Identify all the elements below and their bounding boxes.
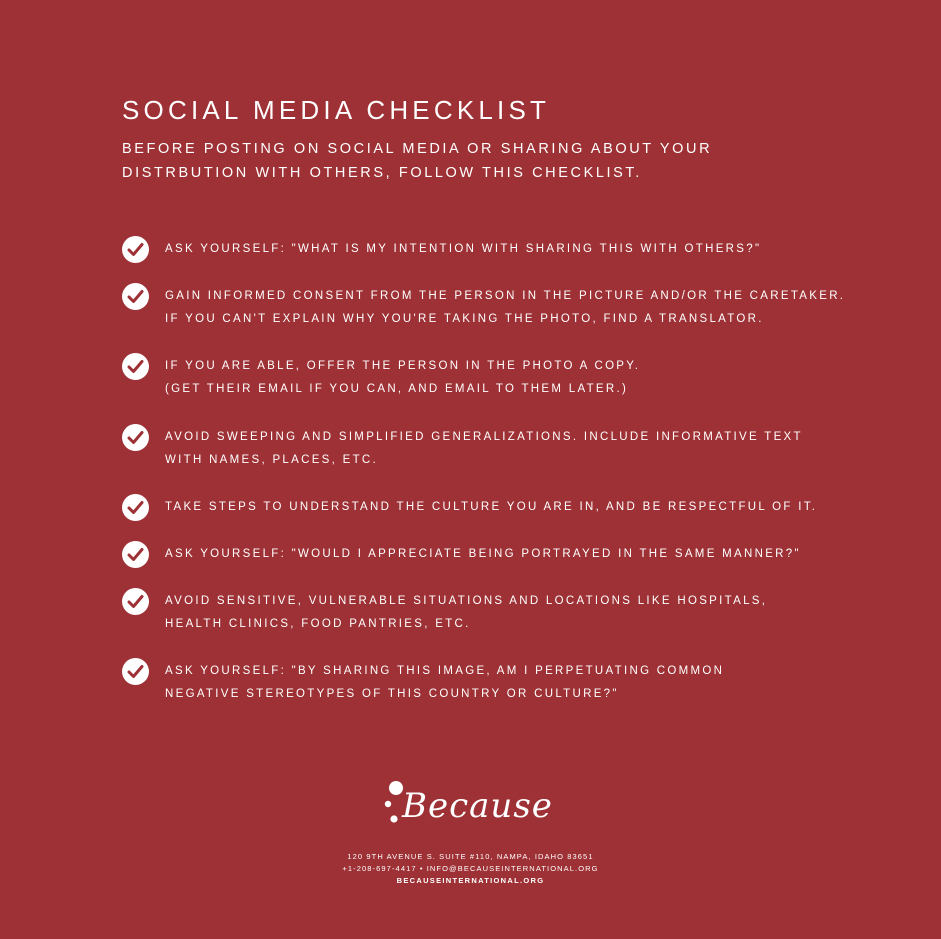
checklist-item-text [165, 243, 761, 261]
checklist-item-line: (GET THEIR EMAIL IF YOU CAN, AND EMAIL TO THEM LATER.) [165, 383, 629, 395]
intro-line: BEFORE POSTING ON SOCIAL MEDIA OR SHARING ABOUT YOUR [122, 141, 713, 157]
checkmark-circle-icon [122, 424, 149, 451]
checklist-item-text [165, 290, 845, 331]
checkmark-circle-icon [122, 658, 149, 685]
checklist-item-text [165, 548, 801, 566]
checkmark-circle-icon [122, 283, 149, 310]
checkmark-circle-icon [122, 588, 149, 615]
checkmark-circle-icon [122, 494, 149, 521]
checklist-item-line: NEGATIVE STEREOTYPES OF THIS COUNTRY OR CULTURE?" [165, 688, 619, 700]
page-title: SOCIAL MEDIA CHECKLIST [122, 95, 551, 125]
checklist-item-line: ASK YOURSELF: "WHAT IS MY INTENTION WITH SHARING THIS WITH OTHERS?" [165, 243, 762, 255]
intro-text [122, 137, 712, 185]
logo-wordmark: Because [402, 786, 553, 826]
checkmark-circle-icon [122, 236, 149, 263]
checklist-item-text [165, 501, 817, 519]
checklist-item-text [165, 431, 803, 472]
checklist-item-line: ASK YOURSELF: "BY SHARING THIS IMAGE, AM I PERPETUATING COMMON [165, 665, 725, 677]
checklist-item-line: GAIN INFORMED CONSENT FROM THE PERSON IN THE PICTURE AND/OR THE CARETAKER. [165, 290, 846, 302]
checklist-item-line: AVOID SENSITIVE, VULNERABLE SITUATIONS AND LOCATIONS LIKE HOSPITALS, [165, 595, 768, 607]
checklist-item-line: IF YOU CAN'T EXPLAIN WHY YOU'RE TAKING THE PHOTO, FIND A TRANSLATOR. [165, 313, 764, 325]
checkmark-circle-icon [122, 541, 149, 568]
checklist-item-line: IF YOU ARE ABLE, OFFER THE PERSON IN THE PHOTO A COPY. [165, 360, 641, 372]
checkmark-circle-icon [122, 353, 149, 380]
intro-line: DISTRBUTION WITH OTHERS, FOLLOW THIS CHECKLIST. [122, 165, 642, 181]
footer-address: 120 9TH AVENUE S. SUITE #110, NAMPA, IDAHO 83651 [347, 852, 594, 861]
checklist-item-line: ASK YOURSELF: "WOULD I APPRECIATE BEING PORTRAYED IN THE SAME MANNER?" [165, 548, 801, 560]
checklist-item-line: WITH NAMES, PLACES, ETC. [165, 454, 379, 466]
footer-contact [0, 851, 941, 887]
checklist-item-line: HEALTH CLINICS, FOOD PANTRIES, ETC. [165, 618, 471, 630]
checklist-item-text [165, 665, 724, 706]
footer-phone-email: +1-208-697-4417 • INFO@BECAUSEINTERNATIONAL.ORG [342, 864, 599, 873]
checklist-item-line: TAKE STEPS TO UNDERSTAND THE CULTURE YOU ARE IN, AND BE RESPECTFUL OF IT. [165, 501, 818, 513]
checklist-item-text [165, 595, 767, 636]
checklist-item-line: AVOID SWEEPING AND SIMPLIFIED GENERALIZATIONS. INCLUDE INFORMATIVE TEXT [165, 431, 803, 443]
footer-website: BECAUSEINTERNATIONAL.ORG [396, 876, 545, 885]
checklist-item-text [165, 360, 640, 401]
